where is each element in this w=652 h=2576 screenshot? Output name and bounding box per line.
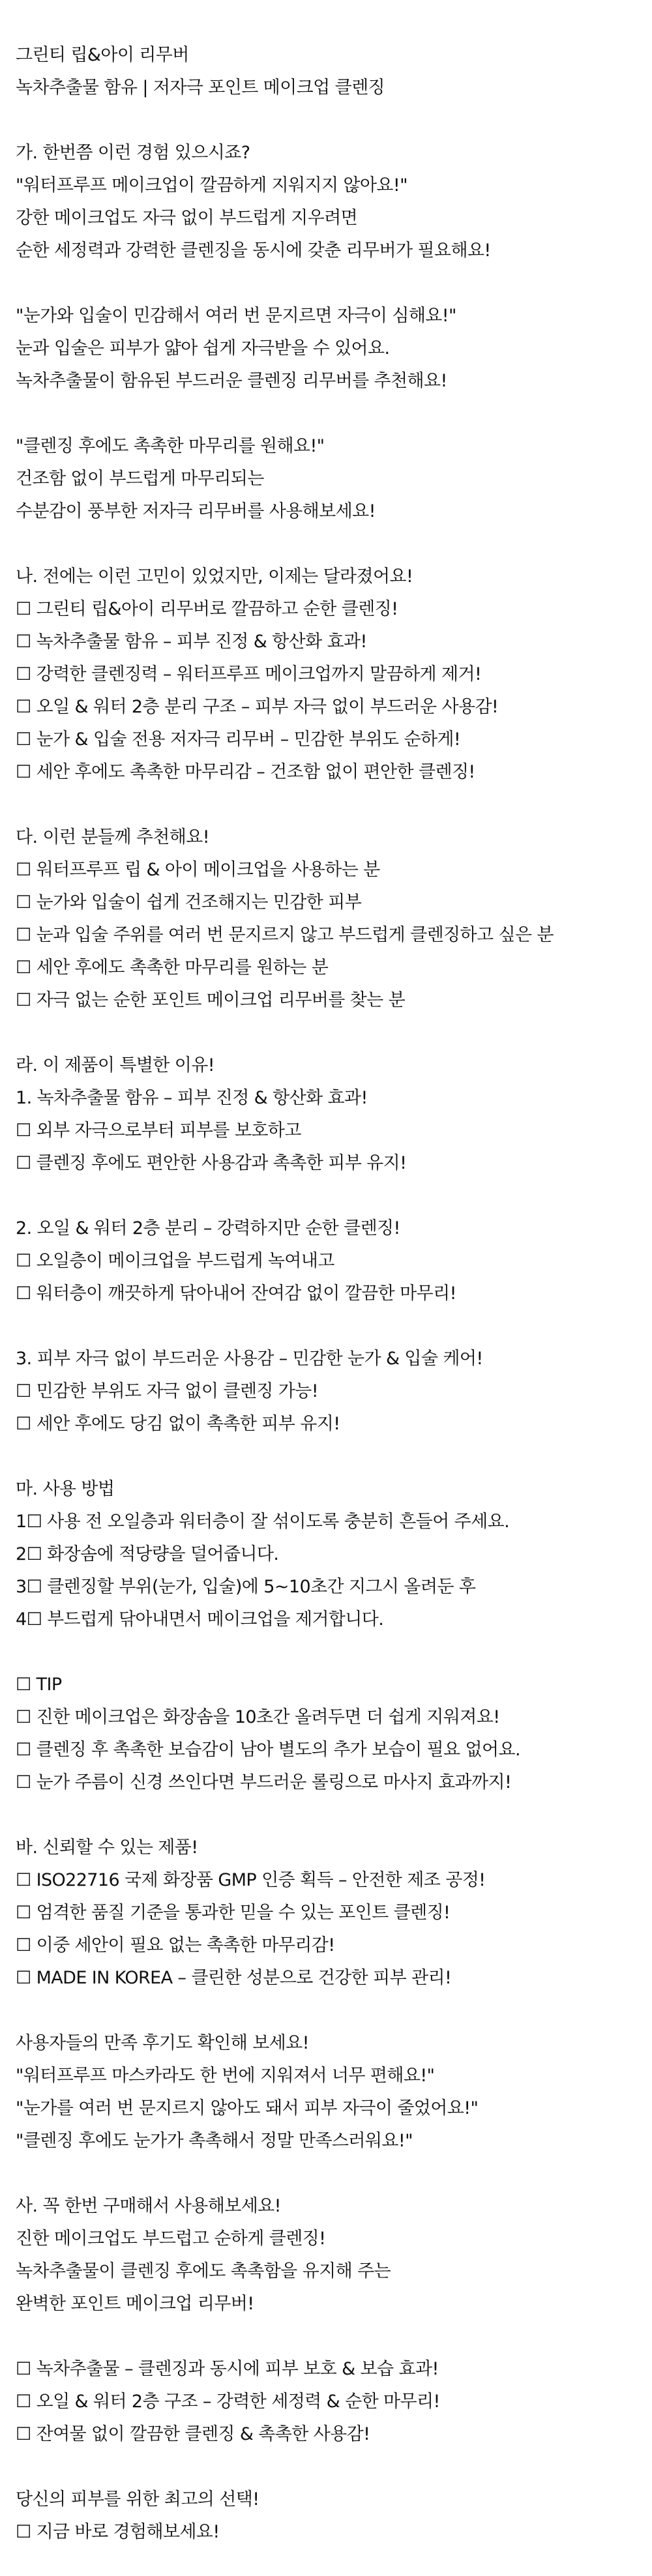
text-line: ☐ 녹차추출물 함유 – 피부 진정 & 항산화 효과! — [16, 632, 367, 652]
text-line: ☐ 클렌징 후 촉촉한 보습감이 남아 별도의 추가 보습이 필요 없어요. — [16, 1740, 520, 1760]
text-line: 2☐ 화장솜에 적당량을 덜어줍니다. — [16, 1544, 279, 1564]
text-line: "워터프루프 마스카라도 한 번에 지워져서 너무 편해요!" — [16, 2066, 435, 2086]
text-line: ☐ 강력한 클렌징력 – 워터프루프 메이크업까지 말끔하게 제거! — [16, 664, 482, 684]
text-line: 진한 메이크업도 부드럽고 순하게 클렌징! — [16, 2229, 326, 2249]
text-line: 나. 전에는 이런 고민이 있었지만, 이제는 달라졌어요! — [16, 566, 413, 587]
text-line: 3. 피부 자극 없이 부드러운 사용감 – 민감한 눈가 & 입술 케어! — [16, 1349, 483, 1369]
text-line: 바. 신뢰할 수 있는 제품! — [16, 1837, 198, 1858]
text-line: 라. 이 제품이 특별한 이유! — [16, 1055, 215, 1076]
text-line: ☐ 세안 후에도 당김 없이 촉촉한 피부 유지! — [16, 1414, 340, 1434]
text-line: ☐ 오일 & 워터 2층 분리 구조 – 피부 자극 없이 부드러운 사용감! — [16, 697, 499, 717]
text-line: 3☐ 클렌징할 부위(눈가, 입술)에 5~10초간 지그시 올려둔 후 — [16, 1577, 476, 1597]
text-line: 건조함 없이 부드럽게 마무리되는 — [16, 469, 264, 489]
text-line: ☐ 그린티 립&아이 리무버로 깔끔하고 순한 클렌징! — [16, 599, 398, 619]
text-line: ☐ 이중 세안이 필요 없는 촉촉한 마무리감! — [16, 1935, 335, 1955]
text-line: 그린티 립&아이 리무버 — [16, 45, 189, 65]
text-line: ☐ 잔여물 없이 깔끔한 클렌징 & 촉촉한 사용감! — [16, 2424, 370, 2444]
text-line: ☐ 녹차추출물 – 클렌징과 동시에 피부 보호 & 보습 효과! — [16, 2359, 439, 2379]
text-line: ☐ 진한 메이크업은 화장솜을 10초간 올려두면 더 쉽게 지워져요! — [16, 1707, 500, 1727]
text-line: ☐ 오일 & 워터 2층 구조 – 강력한 세정력 & 순한 마무리! — [16, 2392, 440, 2412]
blank-line — [16, 528, 652, 561]
text-line: ☐ 눈가 & 입술 전용 저자극 리무버 – 민감한 부위도 순하게! — [16, 729, 461, 750]
text-line: "눈가를 여러 번 문지르지 않아도 돼서 피부 자극이 줄었어요!" — [16, 2098, 479, 2118]
text-line: ☐ 자극 없는 순한 포인트 메이크업 리무버를 찾는 분 — [16, 990, 406, 1010]
text-line: ☐ 세안 후에도 촉촉한 마무리감 – 건조함 없이 편안한 클렌징! — [16, 762, 475, 782]
text-line: 강한 메이크업도 자극 없이 부드럽게 지우려면 — [16, 208, 358, 228]
blank-line — [16, 2320, 652, 2353]
text-line: ☐ 클렌징 후에도 편안한 사용감과 촉촉한 피부 유지! — [16, 1153, 407, 1173]
text-line: "워터프루프 메이크업이 깔끔하게 지워지지 않아요!" — [16, 175, 408, 196]
text-line: "클렌징 후에도 눈가가 촉촉해서 정말 만족스러워요!" — [16, 2131, 413, 2151]
blank-line — [16, 267, 652, 300]
text-line: ☐ 엄격한 품질 기준을 통과한 믿을 수 있는 포인트 클렌징! — [16, 1903, 451, 1923]
text-line: ☐ 워터프루프 립 & 아이 메이크업을 사용하는 분 — [16, 860, 380, 880]
text-line: 녹차추출물이 클렌징 후에도 촉촉함을 유지해 주는 — [16, 2261, 391, 2281]
text-line: ☐ ISO22716 국제 화장품 GMP 인증 획득 – 안전한 제조 공정! — [16, 1870, 486, 1890]
text-line: ☐ TIP — [16, 1675, 62, 1695]
blank-line — [16, 2451, 652, 2483]
text-line: 4☐ 부드럽게 닦아내면서 메이크업을 제거합니다. — [16, 1609, 384, 1630]
blank-line — [16, 1441, 652, 1473]
text-line: 마. 사용 방법 — [16, 1479, 115, 1499]
text-line: "클렌징 후에도 촉촉한 마무리를 원해요!" — [16, 436, 325, 456]
text-line: 완벽한 포인트 메이크업 리무버! — [16, 2294, 254, 2314]
blank-line — [16, 1636, 652, 1669]
blank-line — [16, 2158, 652, 2190]
text-line: 1☐ 사용 전 오일층과 워터층이 잘 섞이도록 충분히 흔들어 주세요. — [16, 1512, 510, 1532]
text-line: ☐ 지금 바로 경험해보세요! — [16, 2522, 220, 2542]
blank-line — [16, 104, 652, 137]
blank-line — [16, 789, 652, 821]
text-line: "눈가와 입술이 민감해서 여러 번 문지르면 자극이 심해요!" — [16, 306, 456, 326]
text-line: 2. 오일 & 워터 2층 분리 – 강력하지만 순한 클렌징! — [16, 1218, 400, 1238]
text-line: ☐ 오일층이 메이크업을 부드럽게 녹여내고 — [16, 1251, 334, 1271]
blank-line — [16, 1995, 652, 2027]
blank-line — [16, 1180, 652, 1212]
text-line: ☐ 눈가와 입술이 쉽게 건조해지는 민감한 피부 — [16, 892, 362, 913]
text-line: ☐ 외부 자극으로부터 피부를 보호하고 — [16, 1120, 301, 1141]
blank-line — [16, 1017, 652, 1049]
text-line: 녹차추출물 함유 | 저자극 포인트 메이크업 클렌징 — [16, 78, 385, 98]
text-line: ☐ 눈과 입술 주위를 여러 번 문지르지 않고 부드럽게 클렌징하고 싶은 분 — [16, 925, 554, 945]
blank-line — [16, 1799, 652, 1832]
text-line: 순한 세정력과 강력한 클렌징을 동시에 갖춘 리무버가 필요해요! — [16, 241, 491, 261]
text-line: 가. 한번쯤 이런 경험 있으시죠? — [16, 143, 250, 163]
text-line: ☐ 워터층이 깨끗하게 닦아내어 잔여감 없이 깔끔한 마무리! — [16, 1283, 456, 1304]
text-line: ☐ MADE IN KOREA – 클린한 성분으로 건강한 피부 관리! — [16, 1968, 452, 1988]
text-line: 당신의 피부를 위한 최고의 선택! — [16, 2489, 259, 2510]
blank-line — [16, 1310, 652, 1343]
text-line: 사. 꼭 한번 구매해서 사용해보세요! — [16, 2196, 281, 2216]
text-line: 다. 이런 분들께 추천해요! — [16, 827, 209, 847]
text-line: ☐ 민감한 부위도 자극 없이 클렌징 가능! — [16, 1381, 318, 1401]
text-line: 수분감이 풍부한 저자극 리무버를 사용해보세요! — [16, 501, 376, 521]
text-line: ☐ 세안 후에도 촉촉한 마무리를 원하는 분 — [16, 958, 329, 978]
text-line: ☐ 눈가 주름이 신경 쓰인다면 부드러운 롤링으로 마사지 효과까지! — [16, 1772, 512, 1793]
text-line: 녹차추출물이 함유된 부드러운 클렌징 리무버를 추천해요! — [16, 371, 447, 391]
text-line: 사용자들의 만족 후기도 확인해 보세요! — [16, 2033, 309, 2053]
text-line: 1. 녹차추출물 함유 – 피부 진정 & 항산화 효과! — [16, 1088, 368, 1108]
text-line: 눈과 입술은 피부가 얇아 쉽게 자극받을 수 있어요. — [16, 338, 390, 359]
blank-line — [16, 398, 652, 430]
